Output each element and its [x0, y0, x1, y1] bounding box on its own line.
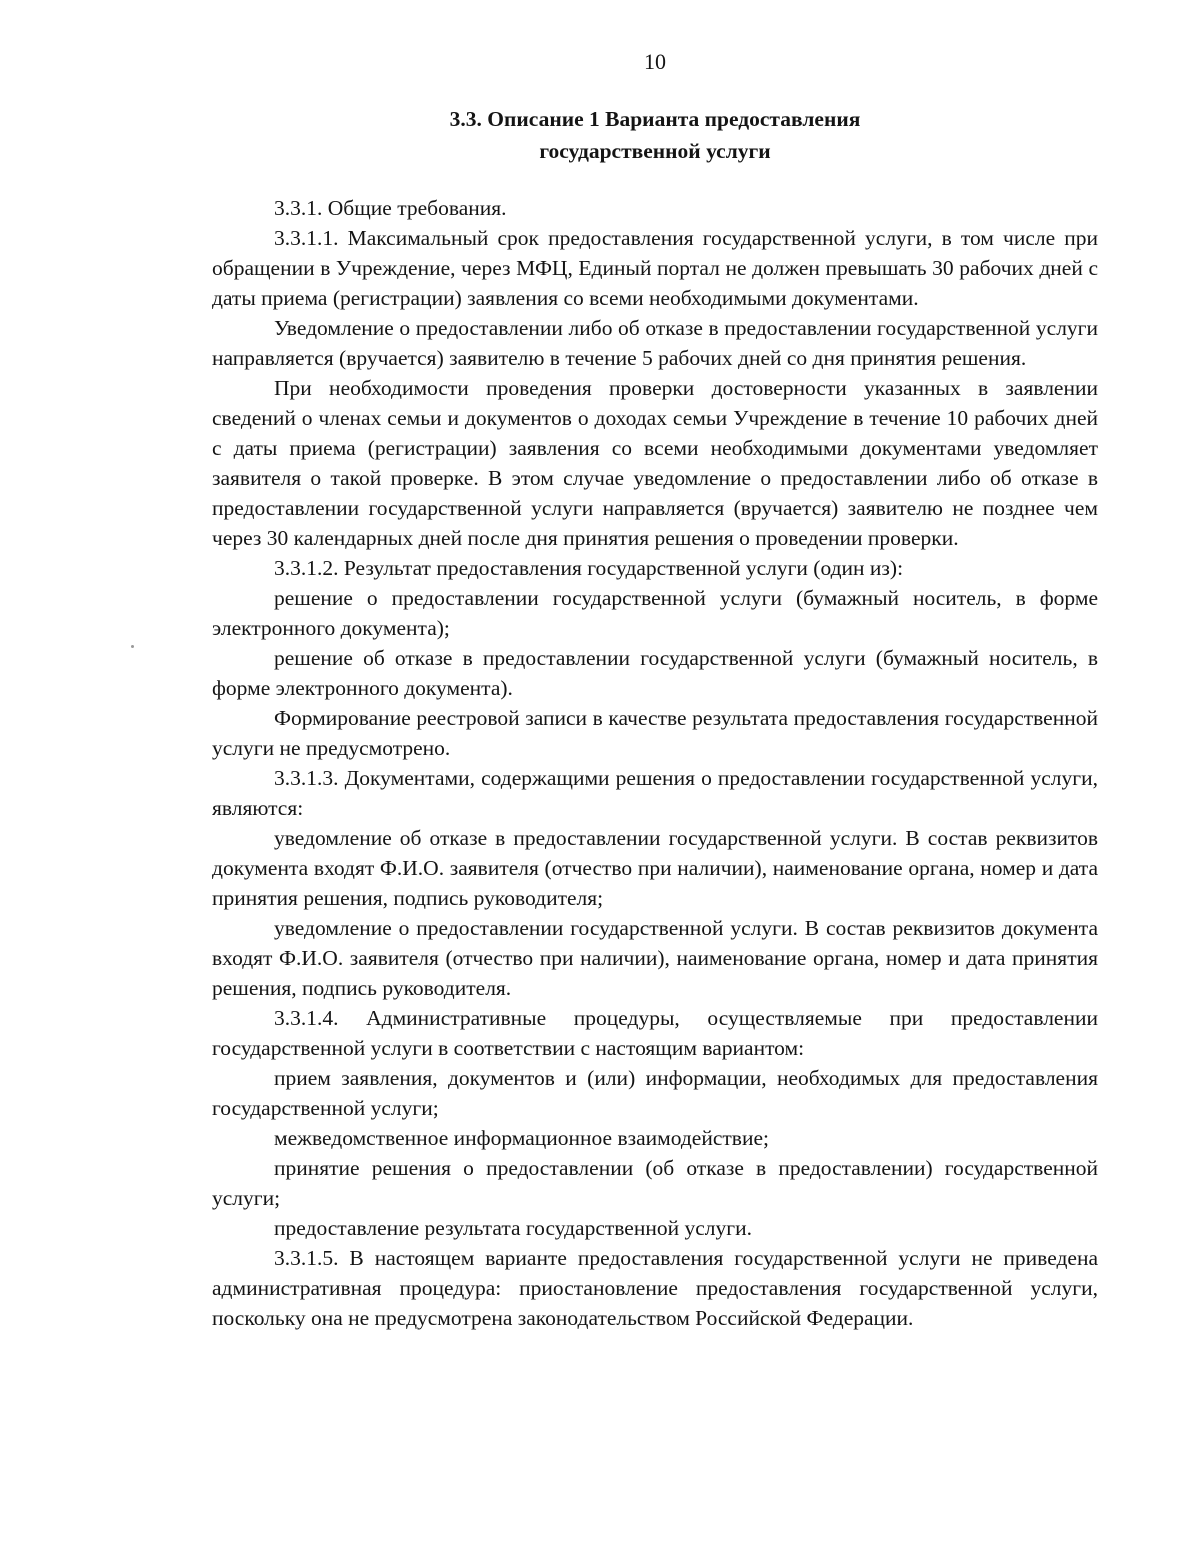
page-number: 10 — [644, 49, 666, 74]
paragraph-suspension-note: 3.3.1.5. В настоящем варианте предоставления государственной услуги не приведена административная процедура: приостановление предоставления государственной услуги, поскольку она не предусмотрена законодательством Российской Федерации. — [212, 1246, 1098, 1330]
paragraph-registry-record: Формирование реестровой записи в качестве результата предоставления государственной услуги не предусмотрено. — [212, 706, 1098, 760]
paragraph-result-approval: решение о предоставлении государственной услуги (бумажный носитель, в форме электронного документа); — [212, 586, 1098, 640]
paragraph-refusal-notice: уведомление об отказе в предоставлении государственной услуги. В состав реквизитов документа входят Ф.И.О. заявителя (отчество при наличии), наименование органа, номер и дата принятия решения, подпись руководителя; — [212, 826, 1098, 910]
document-body — [212, 193, 1098, 1333]
paragraph-notification: Уведомление о предоставлении либо об отказе в предоставлении государственной услуги направляется (вручается) заявителю в течение 5 рабочих дней со дня принятия решения. — [212, 316, 1098, 370]
paragraph-admin-procedures: 3.3.1.4. Административные процедуры, осуществляемые при предоставлении государственной услуги в соответствии с настоящим вариантом: — [212, 1006, 1098, 1060]
paragraph-general-requirements: 3.3.1. Общие требования. — [274, 196, 507, 220]
paragraph-procedure-interagency: межведомственное информационное взаимодействие; — [274, 1126, 769, 1150]
paragraph-procedure-intake: прием заявления, документов и (или) информации, необходимых для предоставления государственной услуги; — [212, 1066, 1098, 1120]
paragraph-procedure-decision: принятие решения о предоставлении (об отказе в предоставлении) государственной услуги; — [212, 1156, 1098, 1210]
paragraph-decision-documents: 3.3.1.3. Документами, содержащими решения о предоставлении государственной услуги, являются: — [212, 766, 1098, 820]
paragraph-result-heading: 3.3.1.2. Результат предоставления государственной услуги (один из): — [274, 556, 904, 580]
paragraph-result-refusal: решение об отказе в предоставлении государственной услуги (бумажный носитель, в форме электронного документа). — [212, 646, 1098, 700]
section-heading-line-1: 3.3. Описание 1 Варианта предоставления — [449, 107, 861, 131]
scan-artifact-dot — [131, 645, 134, 648]
paragraph-approval-notice: уведомление о предоставлении государственной услуги. В состав реквизитов документа входят Ф.И.О. заявителя (отчество при наличии), наименование органа, номер и дата принятия решения, подпись руководителя. — [212, 916, 1098, 1000]
paragraph-verification: При необходимости проведения проверки достоверности указанных в заявлении сведений о членах семьи и документов о доходах семьи Учреждение в течение 10 рабочих дней с даты приема (регистрации) заявления со всеми необходимыми документами уведомляет заявителя о такой проверке. В этом случае уведомление о предоставлении либо об отказе в предоставлении государственной услуги направляется (вручается) заявителю не позднее чем через 30 календарных дней после дня принятия решения о проведении проверки. — [212, 376, 1098, 550]
paragraph-procedure-result: предоставление результата государственной услуги. — [274, 1216, 752, 1240]
section-heading-line-2: государственной услуги — [539, 139, 771, 163]
paragraph-max-term: 3.3.1.1. Максимальный срок предоставления государственной услуги, в том числе при обращении в Учреждение, через МФЦ, Единый портал не должен превышать 30 рабочих дней с даты приема (регистрации) заявления со всеми необходимыми документами. — [212, 226, 1098, 310]
section-heading — [212, 103, 1098, 167]
